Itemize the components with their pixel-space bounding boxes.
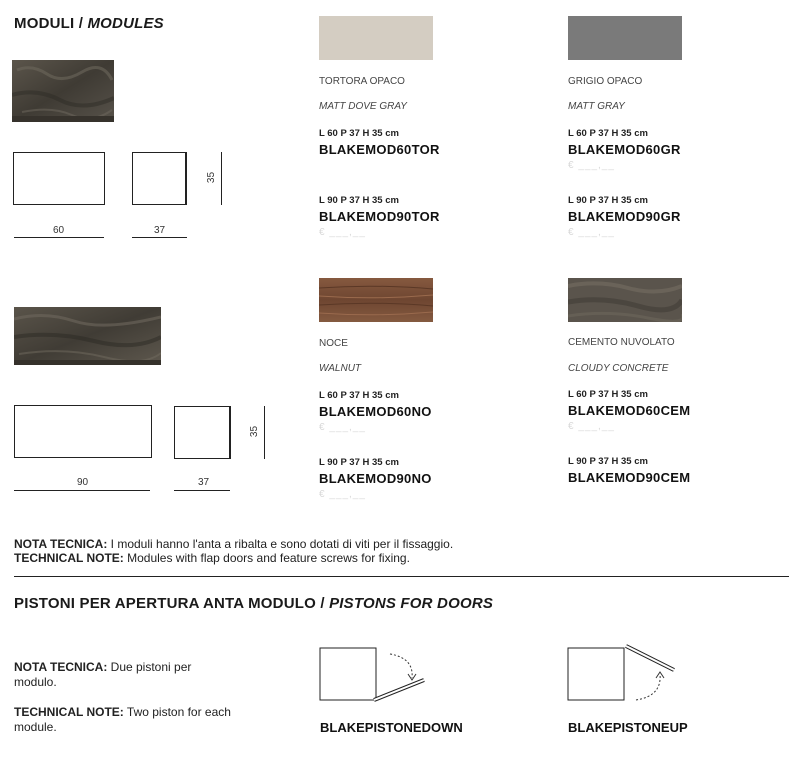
variant-price: € ___,__ <box>568 227 615 238</box>
variant-code: BLAKEMOD90GR <box>568 209 681 224</box>
dim-label-height-35: 35 <box>206 171 218 184</box>
concrete-texture-image <box>568 278 682 322</box>
piston-note-en: TECHNICAL NOTE: Two piston for each module. <box>14 705 231 734</box>
variant-code: BLAKEMOD90TOR <box>319 209 440 224</box>
finish-name-en: MATT GRAY <box>568 101 625 112</box>
finish-name-en: WALNUT <box>319 363 362 374</box>
dim-label-depth-37: 37 <box>154 225 166 236</box>
dim-line-depth-37-2 <box>174 490 230 491</box>
module-90-front-drawing <box>14 405 152 458</box>
dim-label-depth-37-2: 37 <box>198 477 210 488</box>
module-60-front-drawing <box>13 152 105 205</box>
side-edge-line <box>185 152 186 205</box>
tech-note-en: TECHNICAL NOTE: Modules with flap doors and feature screws for fixing. <box>14 551 410 565</box>
dim-line-height-35-2 <box>264 406 265 459</box>
swatch-grigio <box>568 16 682 60</box>
variant-dims: L 90 P 37 H 35 cm <box>568 195 648 206</box>
pistons-title: PISTONI PER APERTURA ANTA MODULO / PISTONS FOR DOORS <box>14 595 494 612</box>
finish-name-it: GRIGIO OPACO <box>568 76 643 87</box>
variant-code: BLAKEMOD60NO <box>319 404 432 419</box>
variant-dims: L 60 P 37 H 35 cm <box>568 128 648 139</box>
dim-line-width-60 <box>14 237 104 238</box>
variant-code: BLAKEMOD60CEM <box>568 403 691 418</box>
variant-price: € ___,__ <box>319 422 366 433</box>
module-90-photo <box>14 307 161 365</box>
swatch-cemento <box>568 278 682 322</box>
dim-label-width-90: 90 <box>77 477 89 488</box>
module-90-side-drawing <box>174 406 231 459</box>
dim-label-width-60: 60 <box>53 225 65 236</box>
finish-name-en: MATT DOVE GRAY <box>319 101 407 112</box>
piston-down-diagram <box>318 646 430 704</box>
piston-down-icon <box>318 646 430 704</box>
piston-up-diagram <box>566 642 678 704</box>
variant-price: € ___,__ <box>568 160 615 171</box>
finish-name-en: CLOUDY CONCRETE <box>568 363 669 374</box>
variant-dims: L 90 P 37 H 35 cm <box>319 195 399 206</box>
module-90-image <box>14 307 161 365</box>
variant-dims: L 60 P 37 H 35 cm <box>319 128 399 139</box>
dim-line-depth-37 <box>132 237 187 238</box>
variant-price: € ___,__ <box>568 421 615 432</box>
walnut-grain-image <box>319 278 433 322</box>
side-edge-line-2 <box>229 406 230 459</box>
variant-price: € ___,__ <box>319 489 366 500</box>
tech-note-it: NOTA TECNICA: I moduli hanno l'anta a ribalta e sono dotati di viti per il fissaggio. <box>14 537 454 551</box>
module-60-image <box>12 60 114 122</box>
finish-name-it: NOCE <box>319 338 348 349</box>
section-divider <box>14 576 789 577</box>
variant-dims: L 60 P 37 H 35 cm <box>319 390 399 401</box>
variant-price: € ___,__ <box>319 227 366 238</box>
piston-up-code: BLAKEPISTONEUP <box>568 720 688 735</box>
piston-up-icon <box>566 642 678 704</box>
variant-dims: L 90 P 37 H 35 cm <box>319 457 399 468</box>
variant-dims: L 60 P 37 H 35 cm <box>568 389 648 400</box>
dim-line-height-35 <box>221 152 222 205</box>
finish-name-it: CEMENTO NUVOLATO <box>568 337 675 348</box>
variant-code: BLAKEMOD60TOR <box>319 142 440 157</box>
module-60-side-drawing <box>132 152 187 205</box>
dim-line-width-90 <box>14 490 150 491</box>
variant-code: BLAKEMOD60GR <box>568 142 681 157</box>
dim-label-height-35-2: 35 <box>249 425 261 438</box>
modules-title: MODULI / MODULES <box>14 15 164 32</box>
variant-code: BLAKEMOD90CEM <box>568 470 691 485</box>
piston-note-it: NOTA TECNICA: Due pistoni per modulo. <box>14 660 192 689</box>
variant-dims: L 90 P 37 H 35 cm <box>568 456 648 467</box>
piston-down-code: BLAKEPISTONEDOWN <box>320 720 463 735</box>
variant-code: BLAKEMOD90NO <box>319 471 432 486</box>
swatch-noce <box>319 278 433 322</box>
module-60-photo <box>12 60 114 122</box>
finish-name-it: TORTORA OPACO <box>319 76 405 87</box>
swatch-tortora <box>319 16 433 60</box>
